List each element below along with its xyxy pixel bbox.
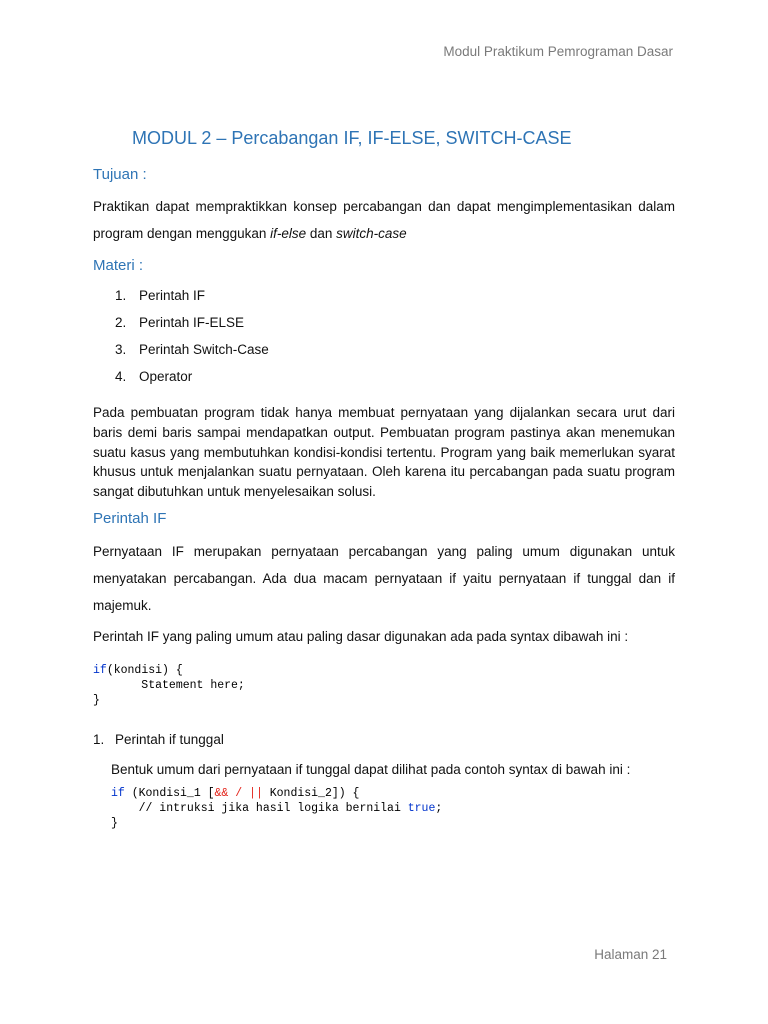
list-label: Perintah IF: [139, 288, 206, 303]
list-number: 1.: [115, 288, 127, 303]
list-label: Perintah Switch-Case: [139, 342, 269, 357]
list-number: 4.: [115, 369, 127, 384]
switchcase-term: switch-case: [336, 226, 407, 241]
code-comment: // intruksi jika hasil logika bernilai: [111, 802, 408, 815]
page-header: Modul Praktikum Pemrograman Dasar: [443, 44, 673, 59]
if-tunggal-heading: [93, 732, 224, 747]
module-title: MODUL 2 – Percabangan IF, IF-ELSE, SWITCH-CASE: [132, 128, 572, 148]
list-item: [115, 314, 269, 341]
code-text: }: [111, 817, 118, 830]
code-text: ;: [435, 802, 443, 815]
list-number: 3.: [115, 342, 127, 357]
perintah-if-intro: Perintah IF yang paling umum atau paling dasar digunakan ada pada syntax dibawah ini :: [93, 629, 629, 644]
keyword-if: if: [93, 664, 107, 677]
tujuan-paragraph: [93, 193, 675, 247]
list-label: Operator: [139, 369, 193, 384]
code-line: Statement here;: [93, 679, 245, 692]
code-text: Kondisi_2]) {: [262, 787, 360, 800]
ifelse-term: if-else: [270, 226, 307, 241]
list-number: 1.: [93, 732, 105, 747]
list-number: 2.: [115, 315, 127, 330]
list-label: Perintah IF-ELSE: [139, 315, 245, 330]
logical-operators: && / ||: [214, 787, 263, 800]
if-tunggal-paragraph: Bentuk umum dari pernyataan if tunggal dapat dilihat pada contoh syntax di bawah ini :: [111, 762, 631, 777]
list-item: [115, 287, 269, 314]
tujuan-heading: Tujuan :: [93, 166, 147, 183]
list-item: [115, 341, 269, 368]
list-item: [115, 368, 269, 395]
materi-paragraph: Pada pembuatan program tidak hanya membuat pernyataan yang dijalankan secara urut dari baris demi baris sampai mendapatkan output. Pembuatan program pastinya akan menemukan suatu kasus yang membutuhkan kondisi-kondisi tertentu. Program yang baik memerlukan syarat khusus untuk menjalankan suatu pernyataan. Oleh karena itu percabangan pada suatu program sangat dibutuhkan untuk menyelesaikan solusi.: [93, 405, 675, 500]
keyword-if: if: [111, 787, 125, 800]
page-number: Halaman 21: [594, 947, 667, 962]
tujuan-text: Praktikan dapat mempraktikkan konsep percabangan dan dapat mengimplementasikan dalam program dengan menggukan: [93, 199, 675, 241]
keyword-true: true: [407, 802, 436, 815]
materi-heading: Materi :: [93, 257, 144, 274]
code-text: (Kondisi_1 [: [124, 787, 215, 800]
code-block-if: [93, 663, 245, 708]
perintah-if-paragraph: Pernyataan IF merupakan pernyataan percabangan yang paling umum digunakan untuk menyatakan percabangan. Ada dua macam pernyataan if yaitu pernyataan if tunggal dan if majemuk.: [93, 544, 675, 613]
code-line: (kondisi) {: [106, 664, 183, 677]
perintah-if-heading: Perintah IF: [93, 510, 167, 527]
code-line: }: [93, 694, 100, 707]
list-label: Perintah if tunggal: [115, 732, 224, 747]
code-block-if-tunggal: [111, 786, 442, 831]
tujuan-and: dan: [306, 226, 337, 241]
materi-list: [115, 287, 269, 395]
